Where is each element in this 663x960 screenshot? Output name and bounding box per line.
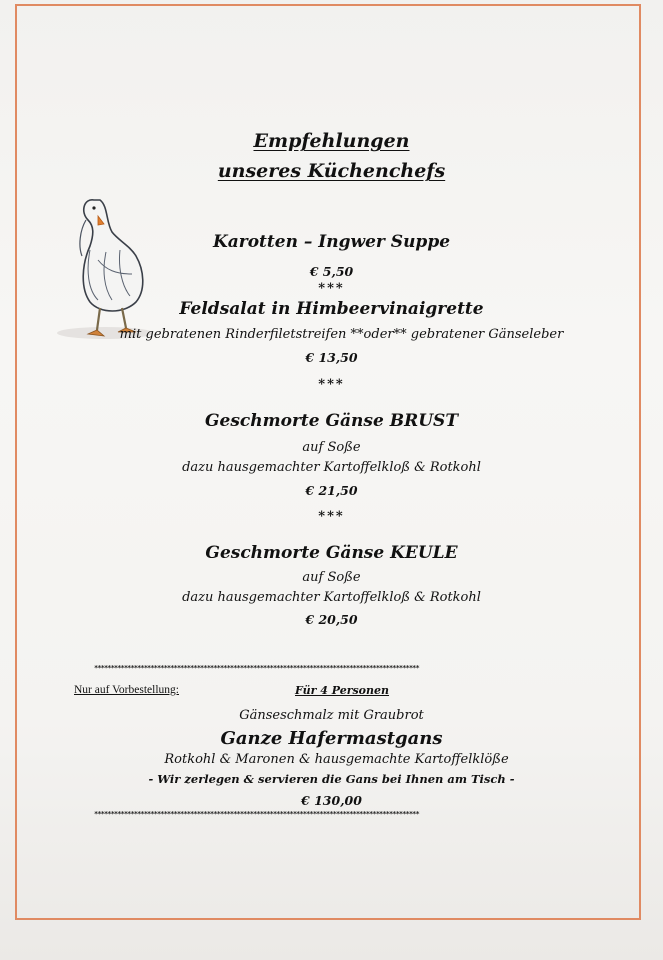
preorder-price: € 130,00 — [301, 793, 362, 808]
preorder-service: - Wir zerlegen & servieren die Gans bei Ihnen am Tisch - — [148, 772, 515, 786]
preorder-starter: Gänseschmalz mit Graubrot — [239, 708, 424, 723]
brust-name: Geschmorte Gänse BRUST — [205, 411, 458, 431]
salad-price: € 13,50 — [305, 350, 358, 365]
preorder-sides: Rotkohl & Maronen & hausgemachte Kartoffelklöße — [164, 752, 509, 767]
preorder-dish-name: Ganze Hafermastgans — [220, 728, 443, 749]
stars-rule-top: ************************************************************************************************** — [94, 664, 419, 672]
keule-price: € 20,50 — [305, 612, 358, 627]
salad-description: mit gebratenen Rinderfiletstreifen **oder** gebratener Gänseleber — [119, 327, 564, 342]
keule-line-1: auf Soße — [302, 570, 361, 585]
preorder-note: Nur auf Vorbestellung: — [74, 684, 179, 696]
separator-1: *** — [318, 281, 345, 296]
brust-line-2: dazu hausgemachter Kartoffelkloß & Rotkohl — [182, 460, 481, 475]
soup-price: € 5,50 — [309, 264, 354, 279]
brust-price: € 21,50 — [305, 483, 358, 498]
soup-name: Karotten – Ingwer Suppe — [212, 232, 451, 252]
salad-name: Feldsalat in Himbeervinaigrette — [179, 299, 484, 319]
keule-name: Geschmorte Gänse KEULE — [205, 543, 458, 563]
separator-3: *** — [318, 509, 345, 524]
stars-rule-bottom: ************************************************************************************************** — [94, 810, 419, 818]
preorder-persons: Für 4 Personen — [295, 684, 390, 697]
separator-2: *** — [318, 377, 345, 392]
title-line-1: Empfehlungen — [253, 130, 410, 152]
brust-line-1: auf Soße — [302, 440, 361, 455]
title-line-2: unseres Küchenchefs — [217, 160, 446, 182]
keule-line-2: dazu hausgemachter Kartoffelkloß & Rotkohl — [182, 590, 481, 605]
